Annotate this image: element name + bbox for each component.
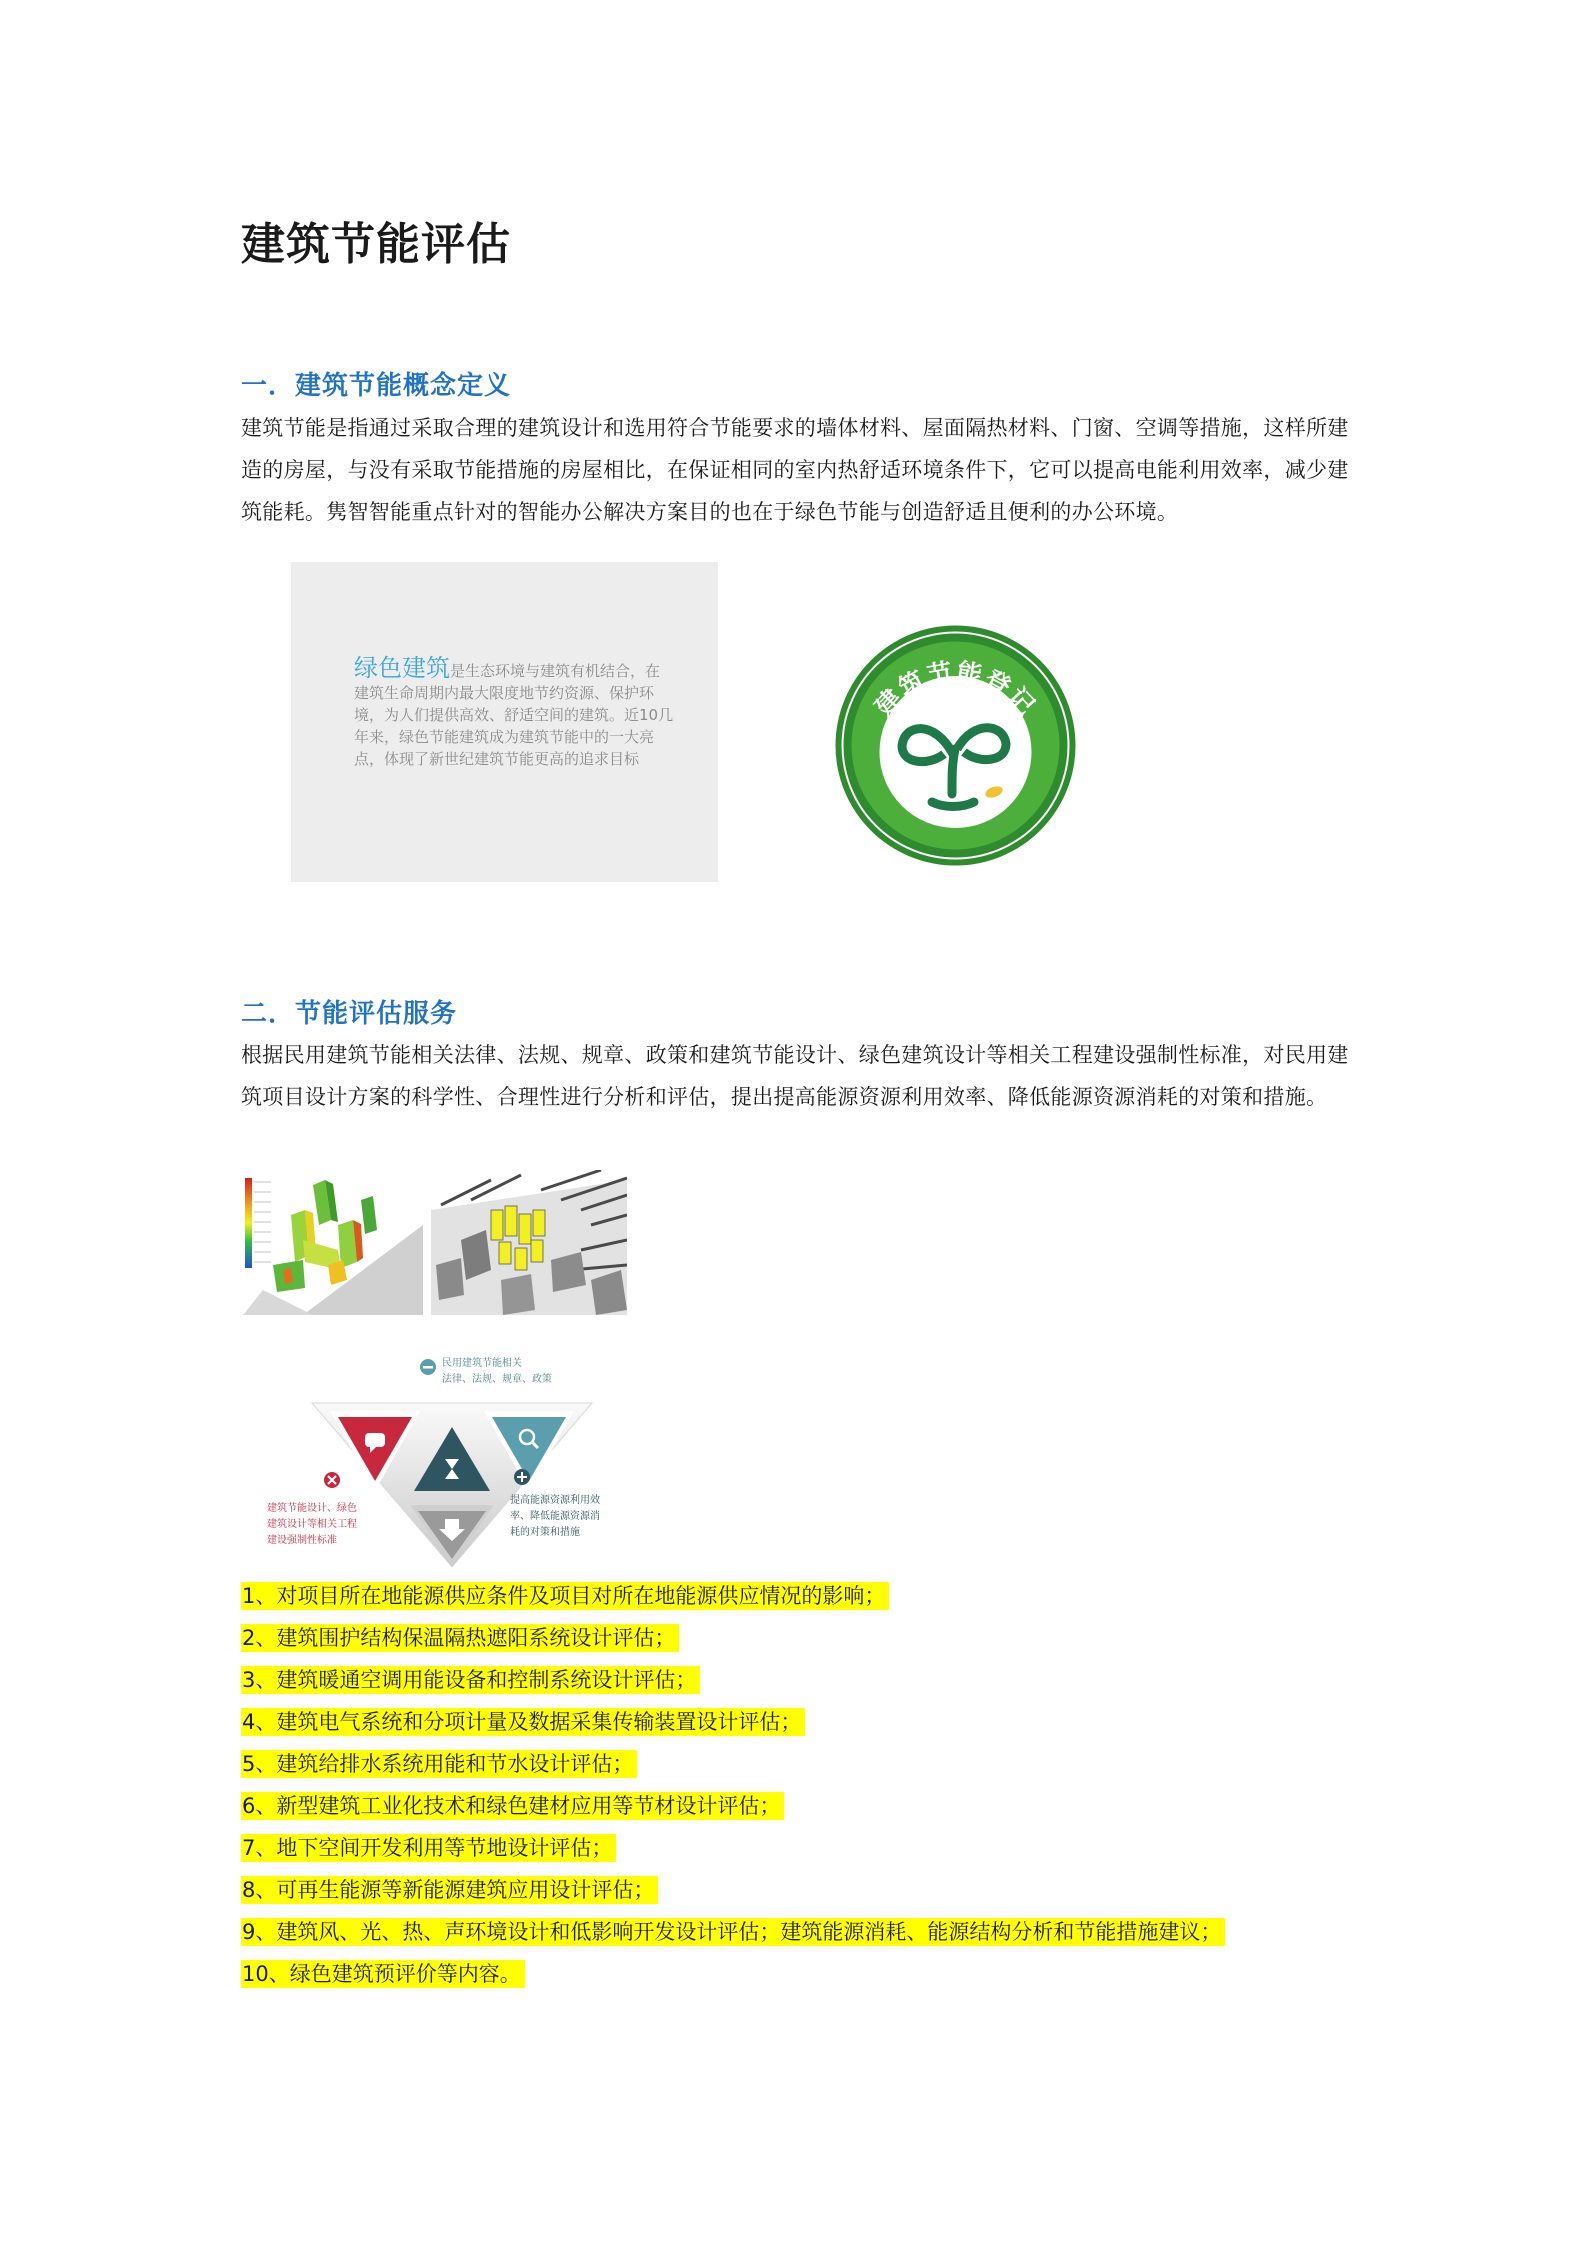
energy-simulation-image bbox=[243, 1170, 423, 1315]
list-item: 6、新型建筑工业化技术和绿色建材应用等节材设计评估； bbox=[241, 1790, 1225, 1823]
definition-paragraph: 建筑节能是指通过采取合理的建筑设计和选用符合节能要求的墙体材料、屋面隔热材料、门窗、空调等措施，这样所建造的房屋，与没有采取节能措施的房屋相比，在保证相同的室内热舒适环境条件下，它可以提高电能利用效率，减少建筑能耗。隽智智能重点针对的智能办公解决方案目的也在于绿色节能与创造舒适且便利的办公环境。 bbox=[241, 416, 1349, 524]
diagram-top-label: 民用建筑节能相关 bbox=[442, 1358, 522, 1369]
page-title: 建筑节能评估 bbox=[241, 219, 511, 270]
list-item: 2、建筑围护结构保温隔热遮阳系统设计评估； bbox=[241, 1622, 1225, 1655]
list-item: 9、建筑风、光、热、声环境设计和低影响开发设计评估；建筑能源消耗、能源结构分析和节能措施建议； bbox=[241, 1916, 1225, 1949]
service-paragraph: 根据民用建筑节能相关法律、法规、规章、政策和建筑节能设计、绿色建筑设计等相关工程建设强制性标准，对民用建筑项目设计方案的科学性、合理性进行分析和评估，提出提高能源资源利用效率、降低能源资源消耗的对策和措施。 bbox=[241, 1043, 1349, 1109]
section-heading-definition: 一．建筑节能概念定义 bbox=[241, 371, 512, 401]
list-item: 5、建筑给排水系统用能和节水设计评估； bbox=[241, 1748, 1225, 1781]
list-item: 3、建筑暖通空调用能设备和控制系统设计评估； bbox=[241, 1664, 1225, 1697]
minus-circle-icon bbox=[420, 1359, 436, 1375]
diagram-top-label-2: 法律、法规、规章、政策 bbox=[442, 1374, 552, 1385]
plus-circle-icon bbox=[514, 1469, 530, 1485]
diagram-right-label-3: 耗的对策和措施 bbox=[510, 1527, 580, 1538]
diagram-left-label: 建筑节能设计、绿色 bbox=[267, 1503, 357, 1514]
building-massing-image bbox=[431, 1170, 627, 1315]
diagram-left-label-2: 建筑设计等相关工程 bbox=[267, 1519, 357, 1530]
list-item: 4、建筑电气系统和分项计量及数据采集传输装置设计评估； bbox=[241, 1706, 1225, 1739]
energy-registration-badge bbox=[834, 624, 1077, 867]
list-item: 8、可再生能源等新能源建筑应用设计评估； bbox=[241, 1874, 1225, 1907]
x-circle-icon bbox=[324, 1472, 340, 1488]
green-building-description: 是生态环境与建筑有机结合，在建筑生命周期内最大限度地节约资源、保护环境，为人们提供高效、舒适空间的建筑。近10几年来，绿色节能建筑成为建筑节能中的一大亮点，体现了新世纪建筑节能更高的追求目标 bbox=[354, 662, 674, 768]
list-item: 1、对项目所在地能源供应条件及项目对所在地能源供应情况的影响； bbox=[241, 1580, 1225, 1613]
diagram-right-label-2: 率、降低能源资源消 bbox=[510, 1511, 600, 1522]
green-building-card bbox=[291, 562, 718, 882]
evaluation-triangle-diagram bbox=[262, 1355, 642, 1570]
list-item: 7、地下空间开发利用等节地设计评估； bbox=[241, 1832, 1225, 1865]
diagram-left-label-3: 建设强制性标准 bbox=[267, 1535, 337, 1546]
list-item: 10、绿色建筑预评价等内容。 bbox=[241, 1958, 1225, 1991]
diagram-right-label: 提高能源资源利用效 bbox=[510, 1495, 600, 1506]
evaluation-items-list bbox=[241, 1580, 1225, 2000]
section-heading-service: 二．节能评估服务 bbox=[241, 999, 458, 1029]
green-building-text bbox=[354, 654, 674, 770]
badge-text: 建筑节能登记 bbox=[869, 657, 1042, 722]
green-building-highlight: 绿色建筑 bbox=[354, 654, 450, 682]
